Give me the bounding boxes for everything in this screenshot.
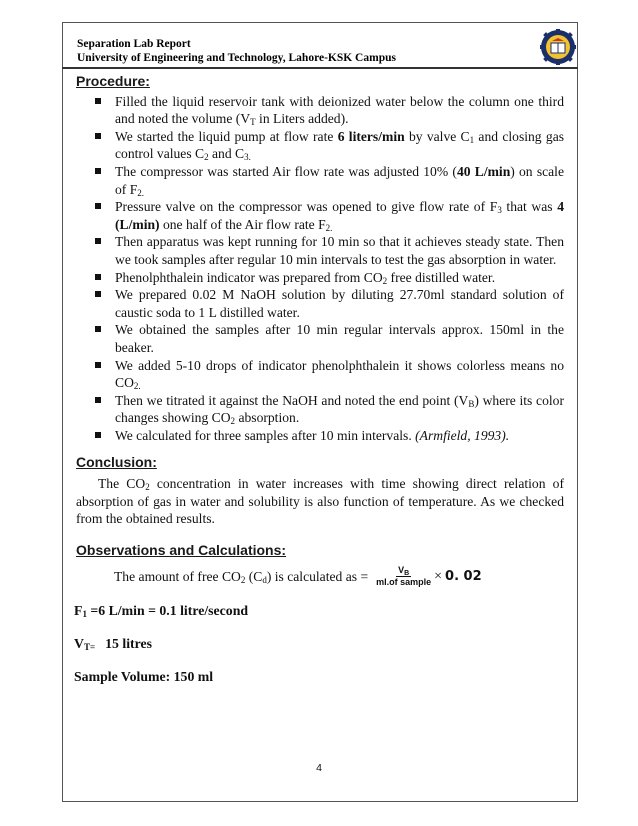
square-bullet-icon [95, 98, 101, 104]
header-divider [62, 67, 578, 69]
multiplier-value: 0. 02 [445, 569, 482, 585]
fraction-denominator: ml.of sample [376, 577, 432, 588]
page-number: 4 [316, 762, 322, 774]
procedure-item: Filled the liquid reservoir tank with deionized water below the column one third and noted the volume ($V_T$ in Liters added). [76, 93, 564, 128]
procedure-item: We calculated for three samples after 10 min intervals. (Armfield, 1993). [76, 427, 564, 445]
fraction-numerator: $V_B$ [398, 565, 410, 578]
liquid-volume-vt: $V_{T=}$ 15 litres [74, 636, 152, 653]
flow-rate-f1: $F_1 =6$ L/min = 0.1 litre/second [74, 603, 249, 620]
square-bullet-icon [95, 326, 101, 332]
procedure-item: Then we titrated it against the NaOH and noted the end point $(V_B)$ where its color changes showing $CO_2$ absorption. [76, 392, 564, 427]
sample-volume: Sample Volume: 150 ml [74, 668, 214, 684]
free-co2-formula [76, 565, 564, 588]
square-bullet-icon [95, 168, 101, 174]
procedure-item: We added 5-10 drops of indicator phenolphthalein it shows colorless means no $CO_{2.}$ [76, 357, 564, 392]
procedure-item: The compressor was started Air flow rate was adjusted 10% (40 L/min) on scale of $F_{2.}$ [76, 163, 564, 198]
procedure-item: Then apparatus was kept running for 10 min so that it achieves steady state. Then we took samples after regular 10 min intervals to test the gas absorption in water. [76, 233, 564, 268]
conclusion-heading: Conclusion: [76, 454, 157, 471]
square-bullet-icon [95, 397, 101, 403]
procedure-item: We obtained the samples after 10 min regular intervals approx. 150ml in the beaker. [76, 321, 564, 356]
square-bullet-icon [95, 432, 101, 438]
procedure-list [76, 93, 564, 445]
header-university: University of Engineering and Technology, Lahore-KSK Campus [77, 52, 396, 64]
procedure-item: Phenolphthalein indicator was prepared from $CO_2$ free distilled water. [76, 269, 564, 287]
square-bullet-icon [95, 362, 101, 368]
report-header [77, 37, 396, 65]
header-title: Separation Lab Report [77, 38, 191, 50]
square-bullet-icon [95, 203, 101, 209]
procedure-heading: Procedure: [76, 73, 150, 89]
observations-heading: Observations and Calculations: [76, 541, 287, 558]
procedure-item: We prepared 0.02 M NaOH solution by diluting 27.70ml standard solution of caustic soda to 1 L distilled water. [76, 286, 564, 321]
formula-fraction [376, 565, 431, 588]
procedure-item: We started the liquid pump at flow rate 6 liters/min by valve $C_1$ and closing gas control values $C_2$ and $C_{3.}$ [76, 128, 564, 163]
conclusion-paragraph: The $CO_2$ concentration in water increases with time showing direct relation of absorption of gas in water and solubility is also function of temperature. As we checked from the obtained results. [76, 476, 564, 527]
university-crest-icon [540, 29, 576, 65]
square-bullet-icon [95, 133, 101, 139]
procedure-item: Pressure valve on the compressor was opened to give flow rate of $F_3$ that was 4 (L/min) one half of the Air flow rate $F_{2.}$ [76, 198, 564, 233]
formula-text: The amount of free $CO_2$ $(C_d)$ is calculated as = [114, 569, 369, 586]
square-bullet-icon [95, 238, 101, 244]
square-bullet-icon [95, 291, 101, 297]
square-bullet-icon [95, 274, 101, 280]
times-symbol: × [434, 569, 443, 585]
page-content [76, 73, 564, 685]
